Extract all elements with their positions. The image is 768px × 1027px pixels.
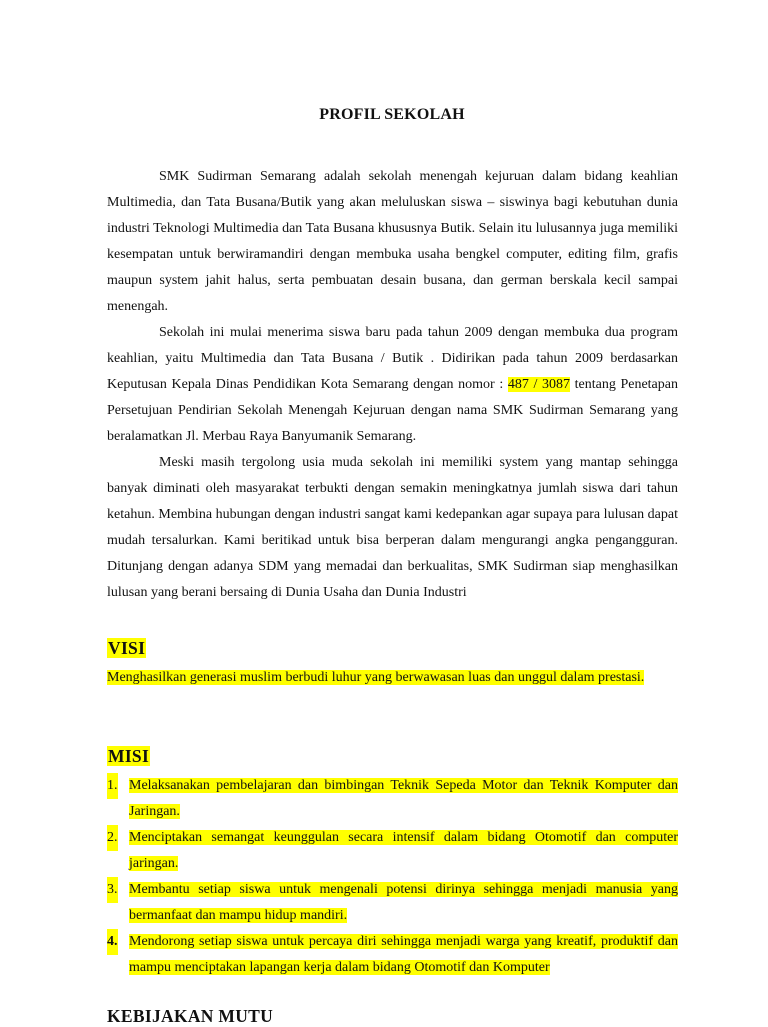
visi-heading: [107, 638, 146, 659]
misi-item: [107, 773, 678, 825]
paragraph-intro: SMK Sudirman Semarang adalah sekolah menengah kejuruan dalam bidang keahlian Multimedia, dan Tata Busana/Butik yang akan meluluskan siswa – siswinya bagi kebutuhan dunia industri Teknologi Multimedia dan Tata Busana khususnya Butik. Selain itu lulusannya juga memiliki kesempatan untuk berwiramandiri dengan membuka usaha bengkel computer, editing film, grafis maupun system jahit halus, serta pembuatan desain busana, dan german berskala kecil sampai menengah.: [107, 169, 678, 314]
misi-heading: [107, 746, 150, 767]
misi-item-number: 1.: [107, 773, 118, 799]
misi-item-text: Melaksanakan pembelajaran dan bimbingan Teknik Sepeda Motor dan Teknik Komputer dan Jaringan.: [129, 778, 678, 819]
visi-block: [107, 665, 678, 691]
paragraph-history-end: tentang Penetapan Persetujuan Pendirian Sekolah Menengah Kejuruan dengan nama SMK Sudirman Semarang yang beralamatkan Jl. Merbau Raya Banyumanik Semarang.: [107, 377, 678, 444]
misi-heading-text: MISI: [108, 746, 150, 766]
misi-item-text: Menciptakan semangat keunggulan secara intensif dalam bidang Otomotif dan computer jaringan.: [129, 830, 678, 871]
page-title: PROFIL SEKOLAH: [319, 106, 465, 123]
paragraph-history: [107, 320, 678, 450]
misi-item: [107, 825, 678, 877]
misi-item-number: 2.: [107, 825, 118, 851]
profile-body: [107, 164, 678, 606]
misi-item-number: 3.: [107, 877, 118, 903]
kebijakan-mutu-heading: KEBIJAKAN MUTU: [107, 1006, 274, 1026]
misi-list: [107, 773, 678, 981]
misi-item-text: Membantu setiap siswa untuk mengenali potensi dirinya sehingga menjadi manusia yang bermanfaat dan mampu hidup mandiri.: [129, 882, 678, 923]
decree-number: 487 / 3087: [507, 377, 570, 392]
misi-item-text: Mendorong setiap siswa untuk percaya diri sehingga menjadi warga yang kreatif, produktif dan mampu menciptakan lapangan kerja dalam bidang Otomotif dan Komputer: [129, 934, 678, 975]
misi-item-number: 4.: [107, 929, 118, 955]
paragraph-history-start: Sekolah ini mulai menerima siswa baru pada tahun 2009 dengan membuka dua program keahlian, yaitu Multimedia dan Tata Busana / Butik . Didirikan pada tahun 2009 berdasarkan Keputusan Kepala Dinas Pendidikan Kota Semarang dengan nomor :: [107, 325, 678, 392]
paragraph-achievement: Meski masih tergolong usia muda sekolah ini memiliki system yang mantap sehingga banyak diminati oleh masyarakat terbukti dengan semakin meningkatnya jumlah siswa dari tahun ketahun. Membina hubungan dengan industri sangat kami kedepankan agar supaya para lulusan dapat mudah tersalurkan. Kami beritikad untuk bisa berperan dalam mengurangi angka pengangguran. Ditunjang dengan adanya SDM yang memadai dan berkualitas, SMK Sudirman siap menghasilkan lulusan yang berani bersaing di Dunia Usaha dan Dunia Industri: [107, 455, 678, 600]
misi-item: [107, 929, 678, 981]
misi-item: [107, 877, 678, 929]
visi-text: Menghasilkan generasi muslim berbudi luhur yang berwawasan luas dan unggul dalam prestasi.: [107, 670, 645, 685]
visi-heading-text: VISI: [108, 638, 146, 658]
